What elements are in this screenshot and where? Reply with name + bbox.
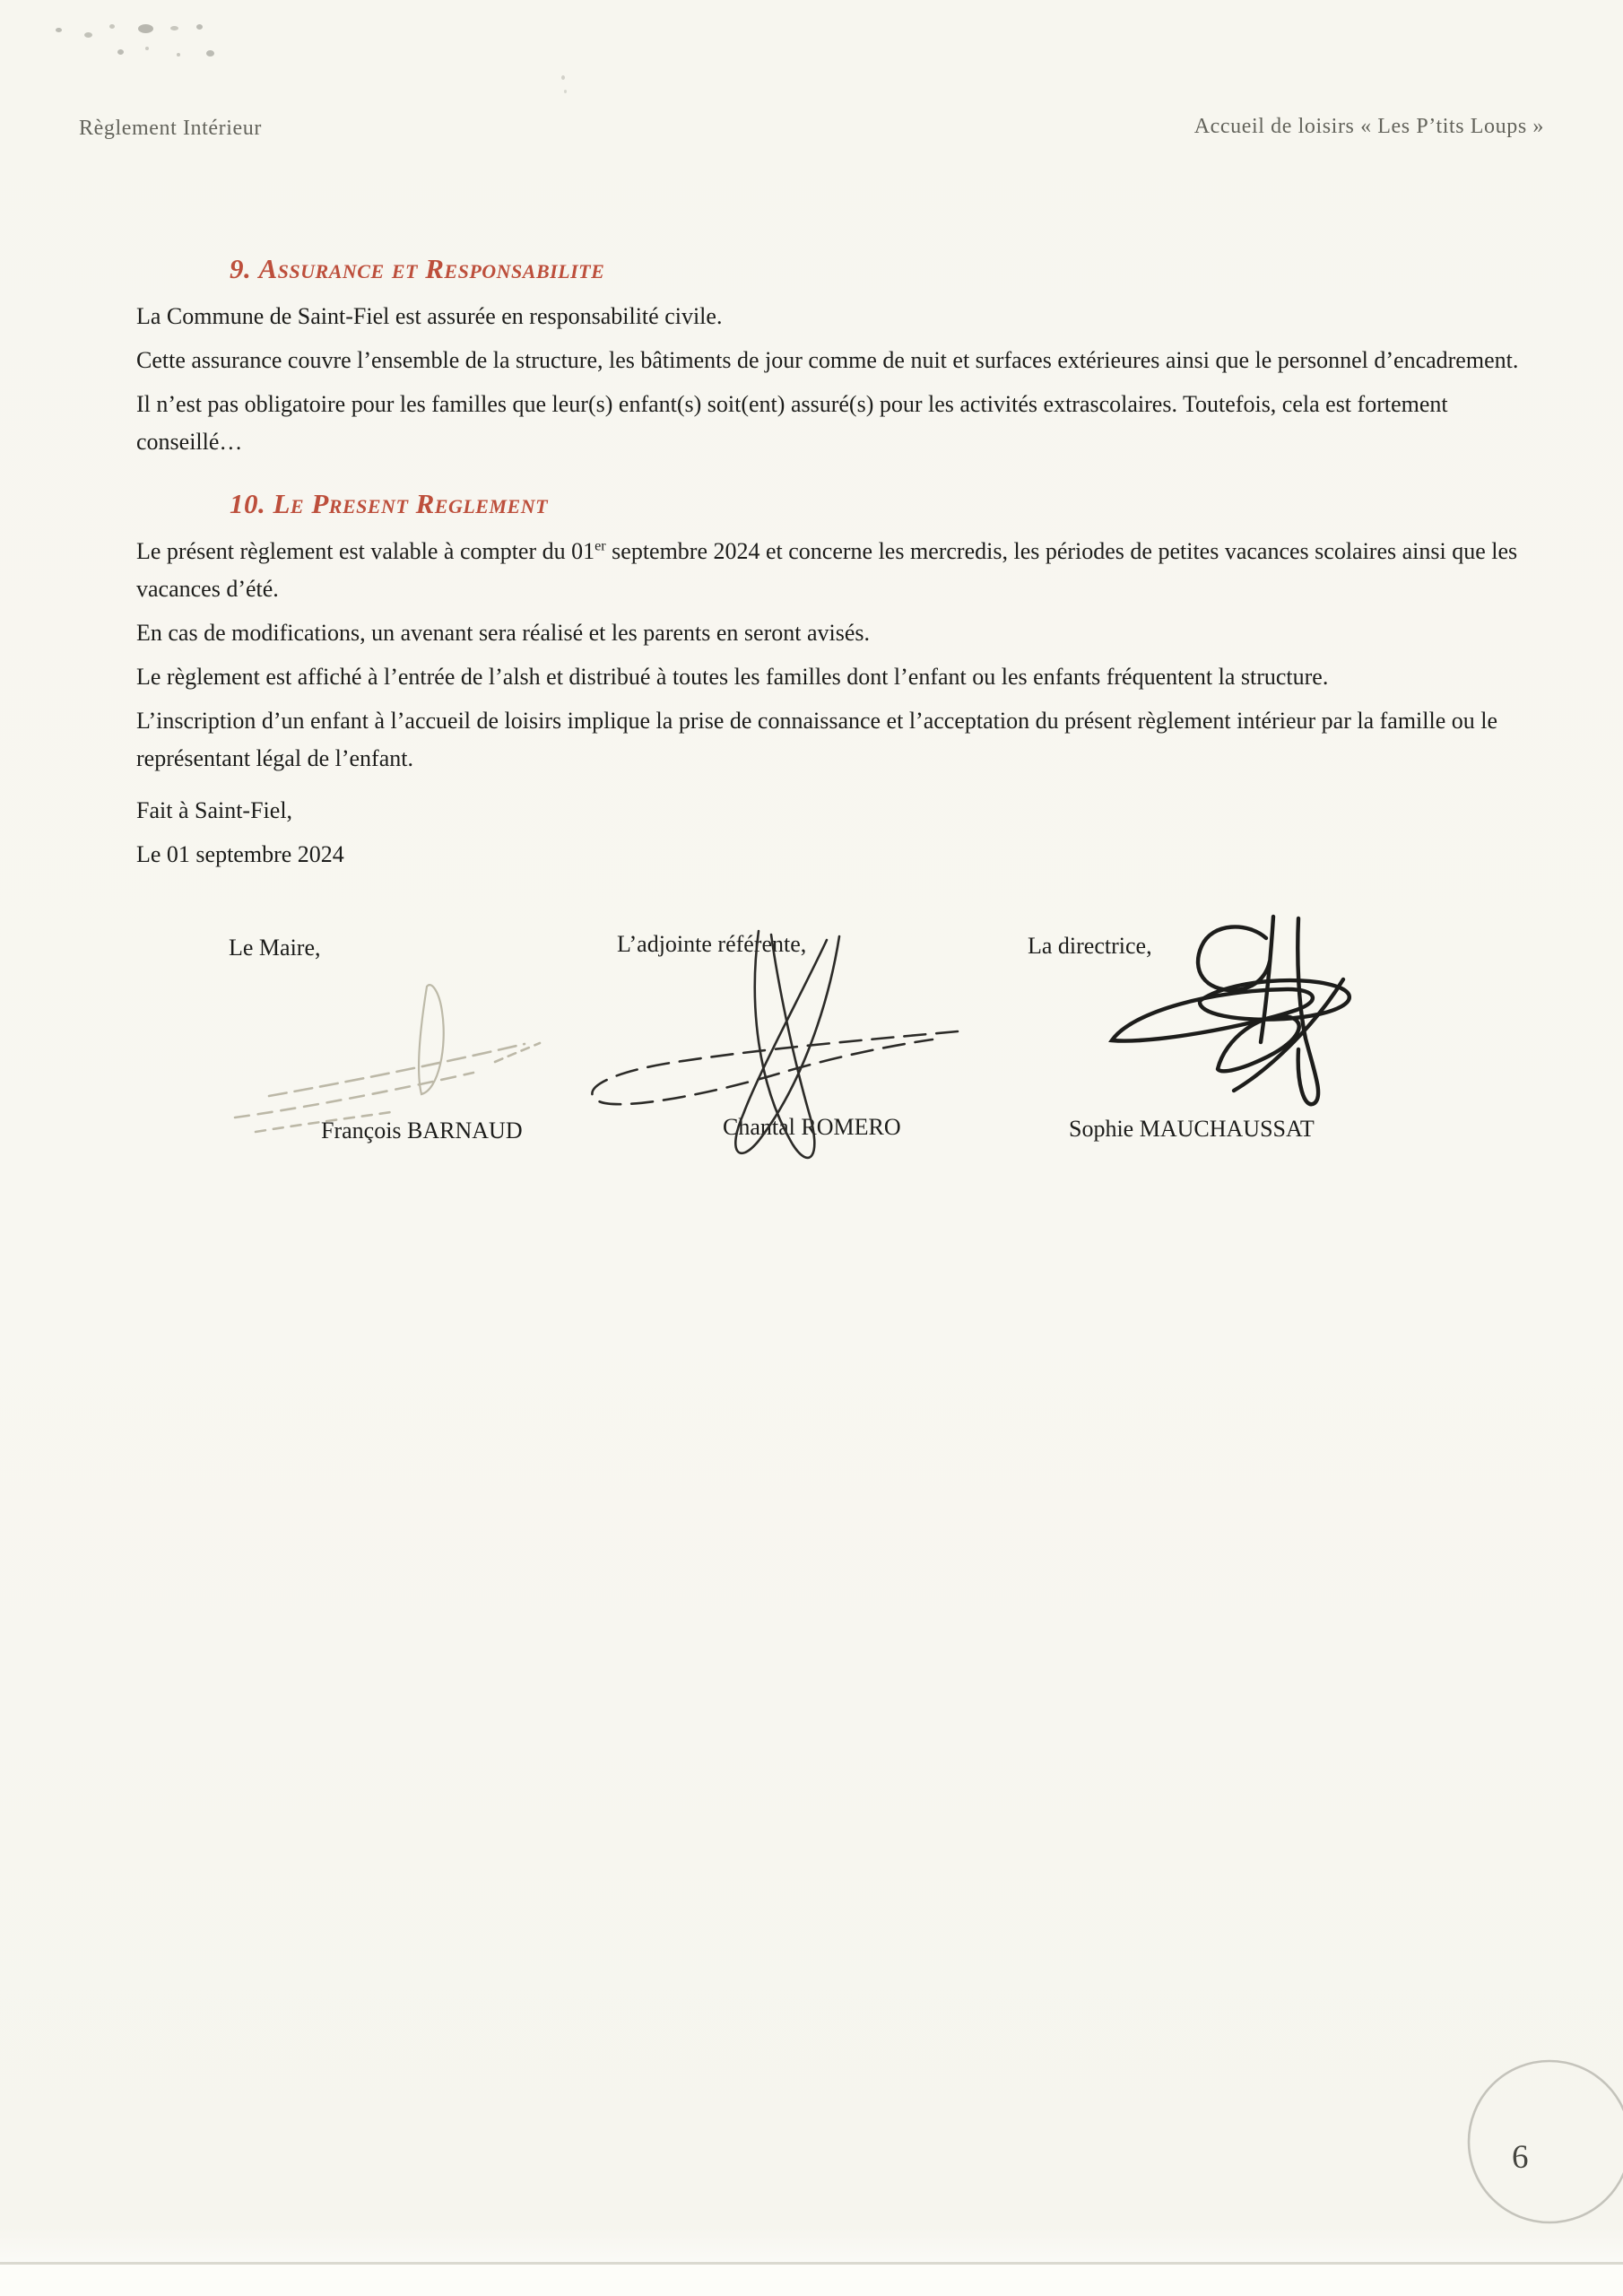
- paragraph-text: Le présent règlement est valable à compter du 01: [136, 538, 595, 564]
- signature-name-adjointe: Chantal ROMERO: [723, 1114, 901, 1140]
- closing-block: [136, 792, 1541, 874]
- section-10-paragraph-2: En cas de modifications, un avenant sera réalisé et les parents en seront avisés.: [136, 620, 870, 646]
- scan-speck: [117, 49, 124, 55]
- signature-name-directrice: Sophie MAUCHAUSSAT: [1069, 1116, 1315, 1142]
- scan-speck: [561, 75, 565, 80]
- header-org-title: Accueil de loisirs « Les P’tits Loups »: [1193, 115, 1544, 138]
- scan-speck: [170, 26, 178, 30]
- section-9-paragraph-1: La Commune de Saint-Fiel est assurée en responsabilité civile.: [136, 303, 723, 329]
- document-body: [136, 251, 1541, 880]
- closing-date: Le 01 septembre 2024: [136, 841, 344, 867]
- scan-speck: [564, 90, 567, 93]
- page-number: 6: [1512, 2139, 1529, 2176]
- section-9-title: Assurance et Responsabilite: [258, 253, 605, 284]
- section-10-title: Le Present Reglement: [273, 488, 549, 519]
- section-9-number: 9.: [230, 253, 252, 284]
- scan-speck: [145, 47, 149, 50]
- scan-speck: [206, 50, 214, 57]
- header-doc-title: Règlement Intérieur: [79, 117, 262, 140]
- closing-place: Fait à Saint-Fiel,: [136, 797, 293, 823]
- section-10-paragraph-1: [136, 533, 1541, 608]
- signature-name-maire: François BARNAUD: [321, 1118, 523, 1144]
- scan-speck: [56, 28, 62, 32]
- signature-maire-scribble: [235, 985, 540, 1132]
- section-9-heading: [230, 251, 1541, 287]
- signature-role-adjointe: L’adjointe référente,: [617, 931, 807, 957]
- scan-background: [0, 2265, 1623, 2296]
- section-10-paragraph-4: L’inscription d’un enfant à l’accueil de loisirs implique la prise de connaissance et l’acceptation du présent règlement intérieur par la famille ou le représentant légal de l’enfant.: [136, 708, 1498, 771]
- page-number-circle: [1469, 2061, 1623, 2222]
- section-10-number: 10.: [230, 488, 266, 519]
- paragraph-text: septembre 2024 et concerne les mercredis, les périodes de petites vacances scolaires ainsi que les vacances d’été.: [136, 538, 1518, 602]
- signature-role-directrice: La directrice,: [1028, 933, 1152, 959]
- section-9-paragraph-3: Il n’est pas obligatoire pour les familles que leur(s) enfant(s) soit(ent) assuré(s) pour les activités extrascolaires. Toutefois, cela est fortement conseillé…: [136, 391, 1448, 455]
- scan-speck: [196, 24, 203, 30]
- section-10-heading: [230, 486, 1541, 522]
- scan-speck: [109, 24, 115, 29]
- scan-speck: [177, 53, 180, 57]
- ordinal-superscript: er: [595, 538, 606, 554]
- signature-role-maire: Le Maire,: [229, 935, 321, 961]
- section-9-paragraph-2: Cette assurance couvre l’ensemble de la structure, les bâtiments de jour comme de nuit et surfaces extérieures ainsi que le personnel d’encadrement.: [136, 347, 1519, 373]
- scan-speck: [84, 32, 92, 38]
- scan-speck: [138, 24, 153, 33]
- section-10-paragraph-3: Le règlement est affiché à l’entrée de l’alsh et distribué à toutes les familles dont l’enfant ou les enfants fréquentent la structure.: [136, 664, 1329, 690]
